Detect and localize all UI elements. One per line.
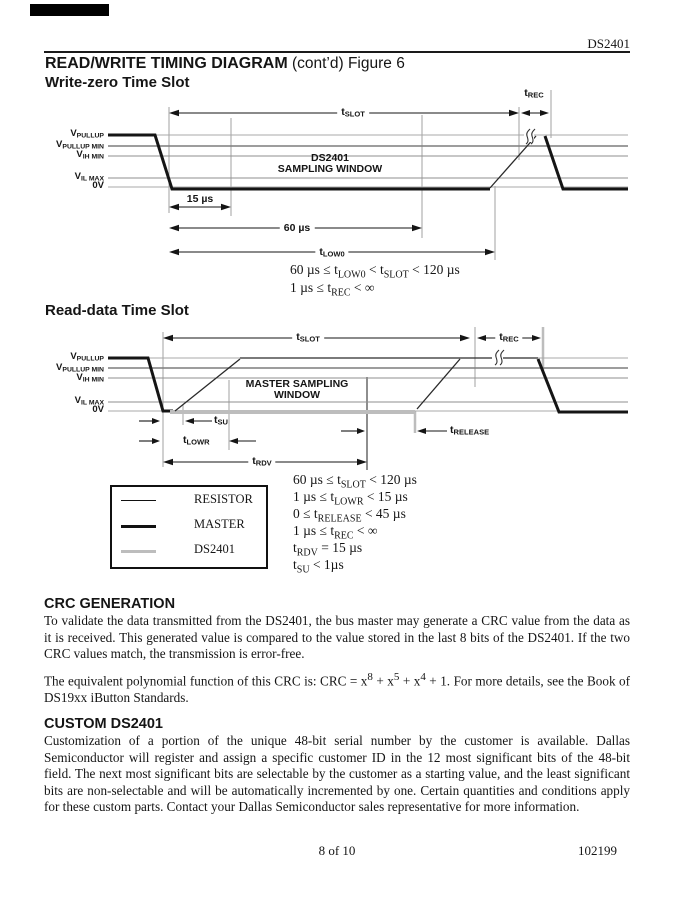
custom-paragraph: Customization of a portion of the unique 48-bit serial number by the customer is available. Dallas Semiconductor will register and assign a specific customer ID in the 12 most significant bits of the 48-bit field. The next most significant bits are selectable by the customer as a starting value, and the least significant bits are non-selectable and will be automatically incremented by one. Certain quantities and conditions apply for these custom parts. Contact your Dallas Semiconductor sales representative for more information. [44,733,630,815]
read-data-formula-6: $t_{SU} < 1\mu s$ [293,557,344,576]
page-title-rest: (cont’d) Figure 6 [287,55,405,72]
scan-artifact-bar [30,4,109,16]
label-tslot: $t_{SLOT}$ [292,331,324,343]
label-vih-min: $V_{IH MIN}$ [76,372,104,384]
label-vpullup: $V_{PULLUP}$ [70,128,104,140]
legend-label: MASTER [194,517,245,531]
heading-custom-ds2401: CUSTOM DS2401 [44,716,163,732]
footer-code: 102199 [578,843,617,858]
legend-row-master [112,516,266,536]
label-vih-min: $V_{IH MIN}$ [76,149,104,161]
label-vpullup-min: $V_{PULLUP MIN}$ [56,139,104,151]
label-0v: 0V [92,404,104,415]
label-trelease: $t_{RELEASE}$ [450,424,490,437]
crc-paragraph-2: The equivalent polynomial function of this CRC is: CRC = $x^8 + x^5 + x^4 + 1$. For more details, see the Book of DS19xx iButton Standards. [44,671,631,705]
label-15us: 15 µs [186,193,214,205]
legend-label: RESISTOR [194,492,253,506]
label-tslot: $t_{SLOT}$ [337,106,369,118]
sampling-window-line2: SAMPLING WINDOW [277,163,383,175]
read-data-formula-1: 60 $\mu s \le t_{SLOT} < 120$ µs [293,472,417,491]
write-zero-diagram [40,88,655,303]
gray-line-swatch [121,550,156,553]
label-trec: $t_{REC}$ [495,331,522,343]
page-title [45,55,405,73]
label-tlowr: $t_{LOWR}$ [183,434,210,447]
subheading-write-zero: Write-zero Time Slot [45,74,190,91]
label-vpullup: $V_{PULLUP}$ [70,351,104,363]
label-tlow0: $t_{LOW0}$ [315,246,348,258]
legend-row-resistor [112,491,266,511]
legend-row-ds2401 [112,541,266,561]
label-trdv: $t_{RDV}$ [248,455,275,467]
read-data-formula-3: $0 \le t_{RELEASE} < 45$ µs [293,506,406,525]
page-title-bold: READ/WRITE TIMING DIAGRAM [45,55,288,72]
subheading-read-data: Read-data Time Slot [45,302,189,319]
read-data-formula-2: 1 $\mu s \le t_{LOWR} < 15$ µs [293,489,408,508]
read-data-formula-5: $t_{RDV} = 15$ µs [293,540,363,559]
legend-label: DS2401 [194,542,235,556]
master-sampling-window-line2: WINDOW [273,389,321,401]
sampling-window-line1: DS2401 [311,152,349,164]
heading-crc-generation: CRC GENERATION [44,596,176,612]
doc-number: DS2401 [587,36,630,51]
label-0v: 0V [92,180,104,191]
label-vpullup-min: $V_{PULLUP MIN}$ [56,362,104,374]
label-vil-max: $V_{IL MAX}$ [74,395,104,407]
label-trec: $t_{REC}$ [524,87,544,100]
crc-paragraph-1: To validate the data transmitted from the DS2401, the bus master may generate a CRC value from the data as it is received. This generated value is compared to the value stored in the last 8 bits of the DS2401. If the two CRC values match, the transmission is error-free. [44,613,630,662]
read-data-diagram [40,325,655,575]
label-vil-max: $V_{IL MAX}$ [74,171,104,183]
thick-line-swatch [121,525,156,528]
page-number: 8 of 10 [318,843,356,858]
write-zero-formula-2: 1 $\mu s \le t_{REC}$ < ∞ [290,280,375,299]
read-data-formula-4: 1 $\mu s \le t_{REC}$ < ∞ [293,523,378,542]
write-zero-formula-1: 60 $\mu s \le t_{LOW0} < t_{SLOT} < 120$ µs [290,262,460,281]
thin-line-swatch [121,500,156,501]
label-tsu: $t_{SU}$ [214,414,228,427]
header-rule [44,51,630,53]
label-60us: 60 µs [280,222,315,234]
master-sampling-window-line1: MASTER SAMPLING [245,378,349,390]
waveform-legend [110,485,268,569]
